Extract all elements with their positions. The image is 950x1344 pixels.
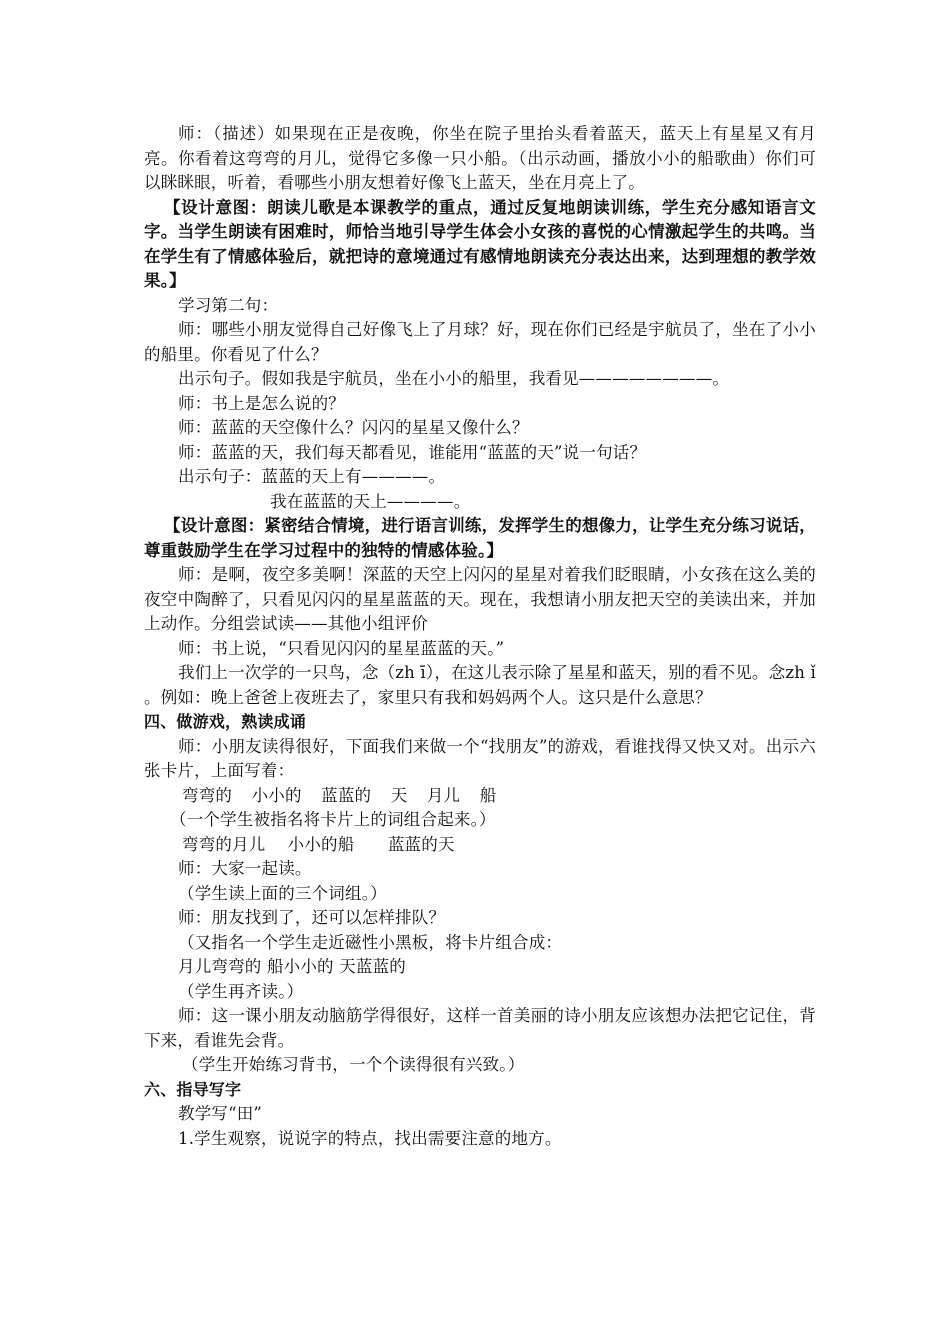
paragraph-reorder: 师：朋友找到了，还可以怎样排队？ [178, 908, 446, 927]
card-word: 天 [390, 785, 408, 805]
design-intent-2: 【设计意图：紧密结合情境，进行语言训练，发挥学生的想像力，让学生充分练习说话，尊重鼓励学生在学习过程中的独特的情感体验。】 [144, 516, 816, 560]
paragraph-learn-second-line: 学习第二句： [178, 295, 279, 315]
paragraph-students-read: （学生读上面的三个词组。） [178, 883, 387, 903]
paragraph-pronunciation: 我们上一次学的一只鸟，念（zh ī），在这儿表示除了星星和蓝天，别的看不见。念zh ǐ 。例如：晚上爸爸上夜班去了，家里只有我和妈妈两个人。这只是什么意思？ [144, 663, 816, 707]
paragraph-book-quote: 师：书上说，“只看见闪闪的星星蓝蓝的天。” [178, 638, 505, 658]
paragraph-show-sentence: 出示句子。假如我是宇航员，坐在小小的船里，我看见————————。 [178, 369, 730, 388]
paragraph-read-again: （学生再齐读。） [178, 981, 304, 1001]
paragraph-student-combine: （一个学生被指名将卡片上的词组合起来。） [170, 810, 496, 829]
card-word: 蓝蓝的 [321, 785, 372, 805]
design-intent-1: 【设计意图：朗读儿歌是本课教学的重点，通过反复地朗读训练，学生充分感知语言文字。当学生朗读有困难时，师恰当地引导学生体会小女孩的喜悦的心情激起学生的共鸣。当在学生有了情感体验后，就把诗的意境通过有感情地朗读充分表达出来，达到理想的教学效果。】 [144, 197, 816, 290]
section-heading-game: 四、做游戏，熟读成诵 [144, 712, 307, 731]
word-cards [144, 784, 816, 809]
card-word: 船 [479, 785, 497, 805]
paragraph-blackboard: （又指名一个学生走近磁性小黑板，将卡片组合成： [178, 932, 563, 952]
paragraph-blue-sky: 师：蓝蓝的天，我们每天都看见，谁能用“蓝蓝的天”说一句话？ [178, 442, 647, 462]
paragraph-reordered-words: 月儿弯弯的 船小小的 天蓝蓝的 [178, 957, 406, 976]
paragraph-teacher-question: 师：哪些小朋友觉得自己好像飞上了月球？好，现在你们已经是宇航员了，坐在了小小的船里。你看见了什么？ [144, 320, 816, 364]
paragraph-teach-tian: 教学写“田” [178, 1104, 263, 1123]
paragraph-night-sky: 师：是啊，夜空多美啊！深蓝的天空上闪闪的星星对着我们眨眼睛，小女孩在这么美的夜空中陶醉了，只看见闪闪的星星蓝蓝的天。现在，我想请小朋友把天空的美读出来，并加上动作。分组尝试读——其他小组评价 [144, 565, 816, 633]
document-page [144, 122, 816, 1151]
paragraph-teacher-describe: 师：（描述）如果现在正是夜晚，你坐在院子里抬头看着蓝天，蓝天上有星星又有月亮。你看着这弯弯的月儿，觉得它多像一只小船。（出示动画，播放小小的船歌曲）你们可以眯眯眼，听着，看哪些小朋友想着好像飞上蓝天，坐在月亮上了。 [144, 124, 816, 192]
paragraph-memorize: 师：这一课小朋友动脑筋学得很好，这样一首美丽的诗小朋友应该想办法把它记住，背下来，看谁先会背。 [144, 1006, 816, 1050]
paragraph-show-sentence-2: 出示句子：蓝蓝的天上有————。 [178, 467, 446, 486]
card-word: 月儿 [426, 785, 461, 805]
card-word: 弯弯的 [182, 785, 233, 805]
paragraph-book-says: 师：书上是怎么说的？ [178, 393, 345, 413]
paragraph-find-friends: 师：小朋友读得很好，下面我们来做一个“找朋友”的游戏，看谁找得又快又对。出示六张卡片，上面写着： [144, 736, 816, 780]
paragraph-practice-recite: （学生开始练习背书，一个个读得很有兴致。） [182, 1055, 525, 1074]
paragraph-read-together: 师：大家一起读。 [178, 859, 312, 878]
paragraph-observe: 1.学生观察，说说字的特点，找出需要注意的地方。 [178, 1128, 562, 1148]
card-word: 小小的 [251, 785, 302, 805]
paragraph-sky-like: 师：蓝蓝的天空像什么？闪闪的星星又像什么？ [178, 418, 529, 437]
section-heading-writing: 六、指导写字 [144, 1079, 242, 1099]
paragraph-combined-words: 弯弯的月儿 小小的船 蓝蓝的天 [182, 834, 455, 854]
paragraph-i-am-on-sky: 我在蓝蓝的天上————。 [270, 491, 471, 511]
